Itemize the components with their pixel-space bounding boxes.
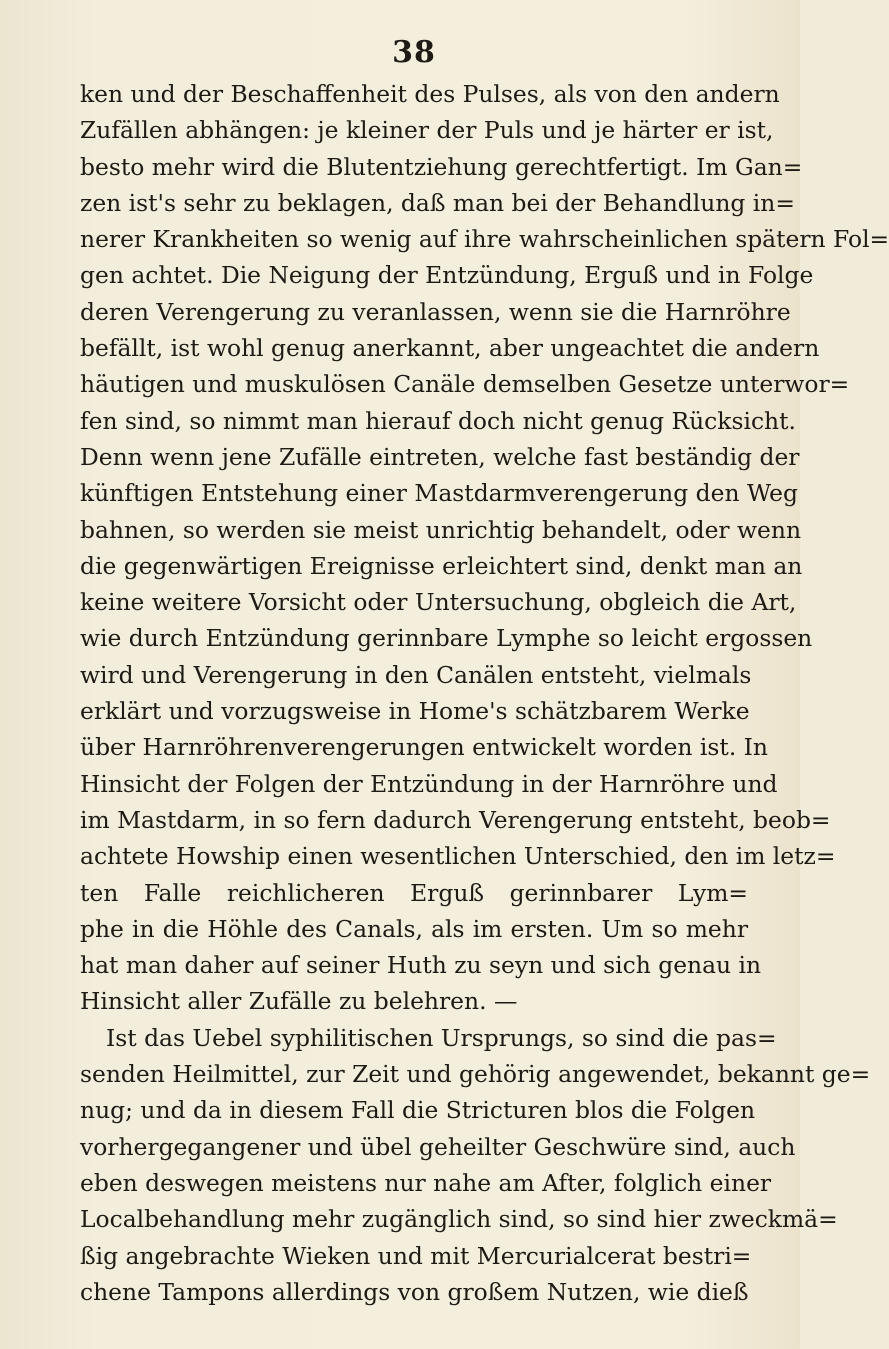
text-line: Denn wenn jene Zufälle eintreten, welche fast beständig der xyxy=(80,442,800,471)
text-line: im Mastdarm, in so fern dadurch Verengerung entsteht, beob= xyxy=(80,805,831,834)
text-line: nug; und da in diesem Fall die Stricturen blos die Folgen xyxy=(80,1096,756,1125)
text-line: chene Tampons allerdings von großem Nutzen, wie dieß xyxy=(80,1277,749,1306)
text-line: Hinsicht der Folgen der Entzündung in der Harnröhre und xyxy=(80,769,778,798)
text-line: gen achtet. Die Neigung der Entzündung, Erguß und in Folge xyxy=(80,261,814,290)
text-line: zen ist's sehr zu beklagen, daß man bei der Behandlung in= xyxy=(80,188,795,217)
text-line: befällt, ist wohl genug anerkannt, aber ungeachtet die andern xyxy=(80,334,820,363)
paragraph xyxy=(80,1020,871,1310)
text-line: die gegenwärtigen Ereignisse erleichtert sind, denkt man an xyxy=(80,551,803,580)
text-line: ßig angebrachte Wieken und mit Mercurialcerat bestri= xyxy=(80,1241,752,1270)
text-line: Zufällen abhängen: je kleiner der Puls und je härter er ist, xyxy=(80,116,774,145)
text-line: vorhergegangener und übel geheilter Geschwüre sind, auch xyxy=(80,1132,796,1161)
text-line: über Harnröhrenverengerungen entwickelt worden ist. In xyxy=(80,733,768,762)
text-line: eben deswegen meistens nur nahe am After, folglich einer xyxy=(80,1168,772,1197)
text-line: besto mehr wird die Blutentziehung gerechtfertigt. Im Gan= xyxy=(80,152,803,181)
text-line: achtete Howship einen wesentlichen Unterschied, den im letz= xyxy=(80,842,836,871)
text-line: phe in die Höhle des Canals, als im ersten. Um so mehr xyxy=(80,914,748,943)
text-line: hat man daher auf seiner Huth zu seyn und sich genau in xyxy=(80,951,762,980)
text-line: erklärt und vorzugsweise in Home's schätzbarem Werke xyxy=(80,697,750,726)
text-line: senden Heilmittel, zur Zeit und gehörig angewendet, bekannt ge= xyxy=(80,1060,871,1089)
text-line: bahnen, so werden sie meist unrichtig behandelt, oder wenn xyxy=(80,515,802,544)
text-line: häutigen und muskulösen Canäle demselben Gesetze unterwor= xyxy=(80,370,850,399)
text-line: fen sind, so nimmt man hierauf doch nicht genug Rücksicht. xyxy=(80,406,796,435)
body-text xyxy=(80,76,889,1310)
text-line: ten Falle reichlicheren Erguß gerinnbarer Lym= xyxy=(80,878,748,907)
text-line: wie durch Entzündung gerinnbare Lymphe so leicht ergossen xyxy=(80,624,813,653)
text-line: keine weitere Vorsicht oder Untersuchung, obgleich die Art, xyxy=(80,588,797,617)
text-line: ken und der Beschaffenheit des Pulses, als von den andern xyxy=(80,80,780,108)
paragraph xyxy=(80,76,889,1020)
text-line: Hinsicht aller Zufälle zu belehren. — xyxy=(80,987,518,1016)
text-line: Localbehandlung mehr zugänglich sind, so sind hier zweckmä= xyxy=(80,1205,838,1234)
text-line: Ist das Uebel syphilitischen Ursprungs, so sind die pas= xyxy=(106,1023,777,1052)
page-number: 38 xyxy=(392,35,436,70)
text-line: nerer Krankheiten so wenig auf ihre wahrscheinlichen spätern Fol= xyxy=(80,225,889,254)
text-line: wird und Verengerung in den Canälen entsteht, vielmals xyxy=(80,660,752,689)
text-line: deren Verengerung zu veranlassen, wenn sie die Harnröhre xyxy=(80,297,791,326)
text-line: künftigen Entstehung einer Mastdarmverengerung den Weg xyxy=(80,479,798,508)
